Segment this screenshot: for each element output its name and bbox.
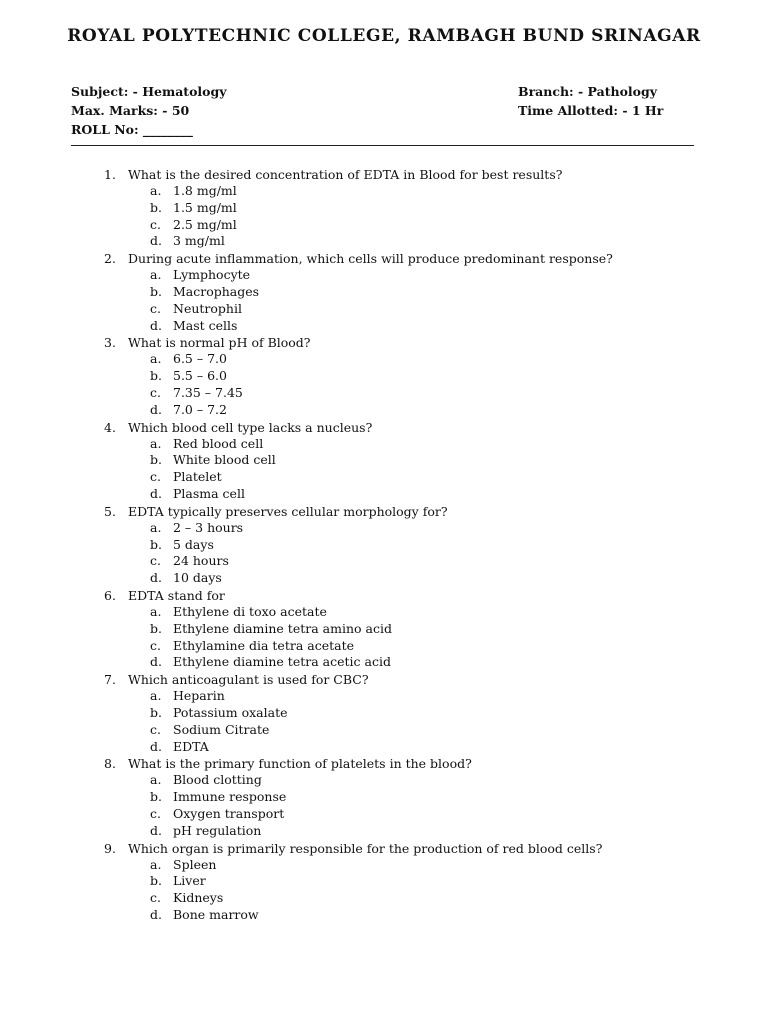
answer-option [0,638,768,655]
answer-option [0,823,768,840]
answer-option [0,722,768,739]
option-letter: d. [150,570,162,586]
option-text: Ethylene di toxo acetate [173,603,327,619]
option-letter: c. [150,805,161,821]
option-letter: c. [150,890,161,906]
answer-option [0,436,768,453]
question-number: 4. [104,419,116,435]
answer-option [0,739,768,756]
question-text: Which organ is primarily responsible for the production of red blood cells? [128,840,603,856]
time-allotted-label: Time Allotted: - 1 Hr [518,103,664,118]
answer-option [0,705,768,722]
answer-option [0,570,768,587]
answer-option [0,402,768,419]
option-text: pH regulation [173,822,262,838]
option-text: Blood clotting [173,772,262,788]
option-text: Lymphocyte [173,267,251,283]
option-letter: c. [150,384,161,400]
answer-option [0,351,768,368]
question-text: What is the primary function of platelets in the blood? [128,756,472,772]
option-letter: a. [150,603,162,619]
answer-option [0,267,768,284]
option-text: Ethylene diamine tetra acetic acid [173,654,391,670]
answer-option [0,368,768,385]
option-letter: a. [150,519,162,535]
option-letter: b. [150,452,162,468]
option-text: Sodium Citrate [173,721,270,737]
max-marks-label: Max. Marks: - 50 [71,103,190,118]
answer-option [0,318,768,335]
option-letter: c. [150,721,161,737]
question-text: What is normal pH of Blood? [128,335,311,351]
option-letter: a. [150,351,162,367]
question-number: 7. [104,672,116,688]
option-letter: d. [150,738,162,754]
option-text: 3 mg/ml [173,233,225,249]
option-letter: b. [150,704,162,720]
option-text: Ethylamine dia tetra acetate [173,637,354,653]
option-text: EDTA [173,738,209,754]
answer-option [0,806,768,823]
answer-option [0,469,768,486]
option-letter: b. [150,620,162,636]
option-text: Bone marrow [173,906,259,922]
question [0,755,768,772]
question-text: EDTA typically preserves cellular morphology for? [128,503,448,519]
option-letter: c. [150,637,161,653]
option-letter: c. [150,469,161,485]
question [0,587,768,604]
answer-option [0,537,768,554]
option-text: Macrophages [173,283,260,299]
option-letter: d. [150,485,162,501]
option-text: 1.5 mg/ml [173,199,237,215]
answer-option [0,604,768,621]
answer-option [0,284,768,301]
option-text: 6.5 – 7.0 [173,351,227,367]
option-text: Mast cells [173,317,238,333]
question-text: Which blood cell type lacks a nucleus? [128,419,373,435]
option-text: 7.0 – 7.2 [173,401,227,417]
question-list [0,166,768,924]
option-letter: d. [150,233,162,249]
question-number: 9. [104,840,116,856]
answer-option [0,772,768,789]
option-text: Plasma cell [173,485,245,501]
question-number: 5. [104,503,116,519]
option-letter: a. [150,688,162,704]
option-letter: b. [150,536,162,552]
option-text: 24 hours [173,553,229,569]
option-text: 5 days [173,536,214,552]
answer-option [0,654,768,671]
option-text: 7.35 – 7.45 [173,384,243,400]
answer-option [0,890,768,907]
question-text: What is the desired concentration of EDTA in Blood for best results? [128,167,563,182]
option-text: 2.5 mg/ml [173,216,237,232]
question-text: During acute inflammation, which cells will produce predominant response? [128,251,613,267]
question-number: 8. [104,756,116,772]
answer-option [0,907,768,924]
question [0,840,768,857]
option-text: Immune response [173,789,287,805]
answer-option [0,301,768,318]
option-letter: a. [150,183,162,198]
option-text: Potassium oxalate [173,704,288,720]
option-text: 1.8 mg/ml [173,183,237,198]
question-number: 3. [104,335,116,351]
question-text: EDTA stand for [128,587,225,603]
exam-meta-left [71,82,227,139]
question [0,334,768,351]
question [0,250,768,267]
option-letter: c. [150,300,161,316]
question [0,671,768,688]
option-letter: d. [150,654,162,670]
question-number: 2. [104,251,116,267]
option-letter: a. [150,435,162,451]
question [0,419,768,436]
college-title: ROYAL POLYTECHNIC COLLEGE, RAMBAGH BUND SRINAGAR [67,26,701,46]
option-text: Platelet [173,469,222,485]
question-number: 1. [104,167,116,182]
subject-label: Subject: - Hematology [71,84,227,99]
header-divider [71,145,694,146]
answer-option [0,873,768,890]
option-letter: b. [150,873,162,889]
option-text: Neutrophil [173,300,242,316]
option-letter: b. [150,199,162,215]
option-letter: b. [150,283,162,299]
answer-option [0,789,768,806]
roll-no-label: ROLL No: ________ [71,122,193,137]
question-number: 6. [104,587,116,603]
option-text: White blood cell [173,452,276,468]
branch-label: Branch: - Pathology [518,84,657,99]
option-text: 10 days [173,570,222,586]
option-letter: d. [150,401,162,417]
option-letter: b. [150,368,162,384]
option-letter: c. [150,553,161,569]
option-text: Heparin [173,688,225,704]
question [0,503,768,520]
answer-option [0,452,768,469]
answer-option [0,200,768,217]
answer-option [0,688,768,705]
option-letter: d. [150,317,162,333]
answer-option [0,520,768,537]
answer-option [0,233,768,250]
option-text: Red blood cell [173,435,264,451]
answer-option [0,486,768,503]
answer-option [0,621,768,638]
question [0,166,768,183]
option-text: Liver [173,873,206,889]
option-letter: a. [150,267,162,283]
answer-option [0,217,768,234]
option-letter: d. [150,906,162,922]
option-text: 2 – 3 hours [173,519,244,535]
option-letter: d. [150,822,162,838]
option-text: Kidneys [173,890,224,906]
exam-meta-right [518,82,663,120]
option-text: 5.5 – 6.0 [173,368,227,384]
answer-option [0,857,768,874]
option-letter: b. [150,789,162,805]
option-letter: a. [150,856,162,872]
option-text: Oxygen transport [173,805,285,821]
option-text: Spleen [173,856,217,872]
answer-option [0,385,768,402]
answer-option [0,553,768,570]
question-text: Which anticoagulant is used for CBC? [128,672,369,688]
option-text: Ethylene diamine tetra amino acid [173,620,392,636]
option-letter: c. [150,216,161,232]
answer-option [0,183,768,200]
option-letter: a. [150,772,162,788]
